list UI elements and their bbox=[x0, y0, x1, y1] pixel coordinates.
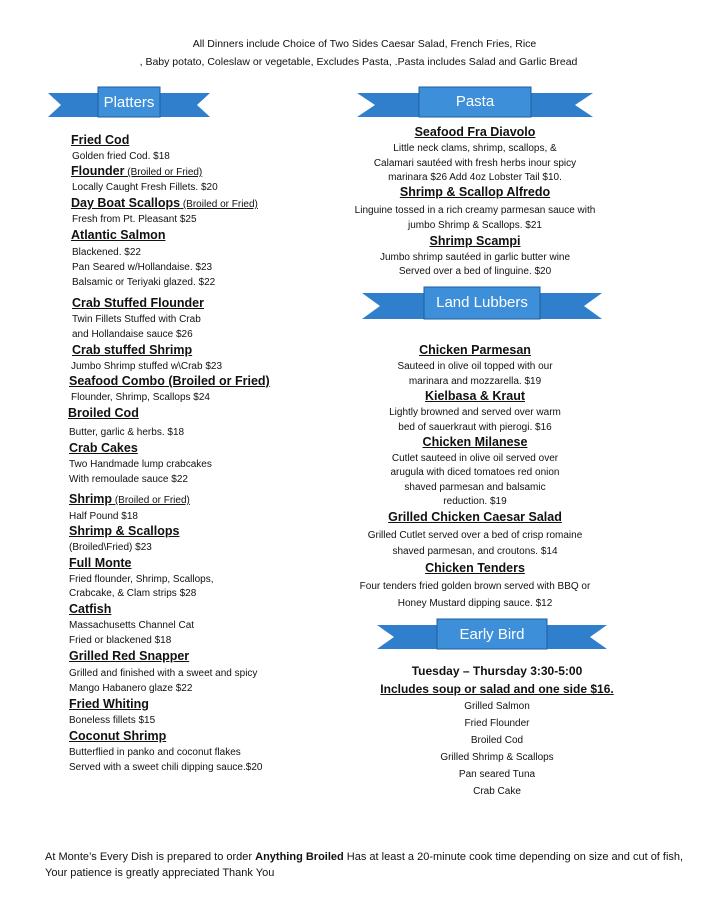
menu-item-name: Atlantic Salmon bbox=[71, 228, 166, 242]
menu-item-name bbox=[71, 164, 202, 180]
menu-item-desc: Golden fried Cod. $18 bbox=[72, 151, 170, 162]
menu-item-note: (Broiled or Fried) bbox=[124, 167, 203, 178]
early-bird-includes: Includes soup or salad and one side $16. bbox=[380, 682, 614, 696]
menu-item-desc: Honey Mustard dipping sauce. $12 bbox=[397, 598, 553, 609]
menu-item-desc: Lightly browned and served over warm bbox=[389, 407, 561, 418]
menu-item-desc: Mango Habanero glaze $22 bbox=[69, 683, 193, 694]
menu-item-desc: Twin Fillets Stuffed with Crab bbox=[72, 314, 201, 325]
menu-item-desc: Balsamic or Teriyaki glazed. $22 bbox=[72, 277, 216, 288]
menu-item-name: Crab Stuffed Flounder bbox=[72, 296, 204, 310]
menu-item-desc: Half Pound $18 bbox=[69, 511, 138, 522]
menu-item-desc: Served with a sweet chili dipping sauce.$20 bbox=[69, 762, 263, 773]
menu-item-title: Shrimp bbox=[69, 492, 113, 506]
menu-item-desc: Calamari sautéed with fresh herbs inour spicy bbox=[373, 158, 577, 169]
menu-item-title: Day Boat Scallops bbox=[71, 196, 181, 210]
menu-item-note: (Broiled or Fried) bbox=[180, 199, 258, 210]
menu-item-name: Chicken Parmesan bbox=[419, 343, 531, 357]
platters-section bbox=[68, 0, 348, 918]
menu-item-desc: Pan Seared w/Hollandaise. $23 bbox=[72, 262, 213, 273]
footer-bold: Anything Broiled bbox=[255, 851, 344, 863]
menu-item-name: Fried Whiting bbox=[69, 697, 149, 711]
menu-item-name: Shrimp & Scallops bbox=[69, 524, 180, 538]
early-bird-item: Crab Cake bbox=[473, 786, 521, 797]
menu-item-desc: Jumbo shrimp sautéed in garlic butter wine bbox=[379, 252, 571, 263]
menu-item-name: Chicken Milanese bbox=[422, 435, 528, 449]
menu-item-name: Kielbasa & Kraut bbox=[424, 389, 526, 403]
menu-item-desc: Two Handmade lump crabcakes bbox=[69, 459, 212, 470]
menu-item-desc: Blackened. $22 bbox=[72, 247, 141, 258]
menu-item-name: Shrimp Scampi bbox=[429, 234, 521, 248]
menu-item-desc: marinara and mozzarella. $19 bbox=[408, 376, 542, 387]
menu-item-title: Seafood Combo bbox=[69, 374, 165, 388]
menu-item-desc: Flounder, Shrimp, Scallops $24 bbox=[71, 392, 210, 403]
menu-item-desc: Butter, garlic & herbs. $18 bbox=[69, 427, 185, 438]
menu-item-desc: shaved parmesan and balsamic bbox=[404, 482, 546, 493]
early-bird-item: Pan seared Tuna bbox=[458, 769, 536, 780]
platters-banner-label: Platters bbox=[103, 93, 155, 111]
menu-item-desc: and Hollandaise sauce $26 bbox=[72, 329, 193, 340]
early-bird-banner-label: Early Bird bbox=[459, 625, 525, 643]
menu-item-desc: Linguine tossed in a rich creamy parmesan sauce with bbox=[354, 205, 596, 216]
menu-item-desc: Locally Caught Fresh Fillets. $20 bbox=[72, 182, 218, 193]
menu-item-note: (Broiled or Fried) bbox=[164, 374, 270, 388]
footer-text-1: At Monte’s Every Dish is prepared to order bbox=[45, 851, 256, 863]
menu-item-name: Shrimp & Scallop Alfredo bbox=[399, 185, 551, 199]
intro-line-2: , Baby potato, Coleslaw or vegetable, Excludes Pasta, .Pasta includes Salad and Garlic Bread bbox=[139, 56, 578, 68]
menu-item-desc: Sauteed in olive oil topped with our bbox=[397, 361, 553, 372]
early-bird-item: Grilled Salmon bbox=[464, 701, 530, 712]
menu-item-name: Fried Cod bbox=[71, 133, 130, 147]
menu-item-name: Crab Cakes bbox=[69, 441, 138, 455]
menu-item-name bbox=[69, 492, 190, 508]
menu-item-name bbox=[71, 196, 258, 212]
menu-item-desc: Four tenders fried golden brown served with BBQ or bbox=[359, 581, 591, 592]
menu-item-note: (Broiled or Fried) bbox=[112, 495, 190, 506]
menu-item-name: Broiled Cod bbox=[68, 406, 139, 420]
menu-item-desc: bed of sauerkraut with pierogi. $16 bbox=[398, 422, 552, 433]
early-bird-item: Broiled Cod bbox=[470, 735, 524, 746]
menu-item-name: Seafood Fra Diavolo bbox=[414, 125, 536, 139]
menu-item-desc: With remoulade sauce $22 bbox=[69, 474, 188, 485]
menu-item-name: Grilled Chicken Caesar Salad bbox=[388, 510, 562, 524]
menu-item-desc: Fried or blackened $18 bbox=[69, 635, 172, 646]
menu-item-name: Catfish bbox=[69, 602, 112, 616]
menu-item-desc: arugula with diced tomatoes red onion bbox=[390, 467, 560, 478]
menu-item-desc: Crabcake, & Clam strips $28 bbox=[69, 588, 197, 599]
menu-item-title: Flounder bbox=[71, 164, 125, 178]
early-bird-hours: Tuesday – Thursday 3:30-5:00 bbox=[411, 664, 583, 678]
intro-line-1: All Dinners include Choice of Two Sides Caesar Salad, French Fries, Rice bbox=[192, 38, 537, 50]
menu-item-desc: Served over a bed of linguine. $20 bbox=[398, 266, 552, 277]
menu-item-name: Grilled Red Snapper bbox=[69, 649, 190, 663]
menu-item-desc: reduction. $19 bbox=[443, 496, 507, 507]
menu-item-desc: Fresh from Pt. Pleasant $25 bbox=[72, 214, 197, 225]
menu-item-desc: jumbo Shrimp & Scallops. $21 bbox=[408, 220, 542, 231]
menu-item-desc: Boneless fillets $15 bbox=[69, 715, 156, 726]
menu-item-desc: shaved parmesan, and croutons. $14 bbox=[392, 546, 558, 557]
menu-item-desc: Cutlet sauteed in olive oil served over bbox=[391, 453, 559, 464]
menu-item-desc: Grilled and finished with a sweet and spicy bbox=[69, 668, 258, 679]
menu-item-name: Coconut Shrimp bbox=[69, 729, 167, 743]
menu-item-name: Chicken Tenders bbox=[425, 561, 525, 575]
menu-item-desc: Butterflied in panko and coconut flakes bbox=[69, 747, 241, 758]
early-bird-section bbox=[362, 0, 632, 820]
menu-item-desc: marinara $26 Add 4oz Lobster Tail $10. bbox=[388, 172, 562, 183]
menu-item-name: Crab stuffed Shrimp bbox=[72, 343, 193, 357]
menu-item-name bbox=[69, 374, 270, 389]
land-lubbers-banner-label: Land Lubbers bbox=[436, 293, 528, 311]
menu-item-desc: (Broiled\Fried) $23 bbox=[69, 542, 152, 553]
pasta-banner-label: Pasta bbox=[455, 92, 495, 110]
early-bird-item: Grilled Shrimp & Scallops bbox=[440, 752, 554, 763]
menu-item-desc: Little neck clams, shrimp, scallops, & bbox=[393, 143, 557, 154]
menu-item-name: Full Monte bbox=[69, 556, 132, 570]
menu-item-desc: Fried flounder, Shrimp, Scallops, bbox=[69, 574, 214, 585]
footer-text-2: Has at least a 20-minute cook time depending on size and cut of fish, Your patience is greatly appreciated Thank You bbox=[45, 851, 684, 879]
menu-item-desc: Jumbo Shrimp stuffed w\Crab $23 bbox=[71, 361, 223, 372]
menu-item-desc: Massachusetts Channel Cat bbox=[69, 620, 195, 631]
menu-item-desc: Grilled Cutlet served over a bed of crisp romaine bbox=[367, 530, 583, 541]
early-bird-item: Fried Flounder bbox=[464, 718, 530, 729]
footer-note bbox=[45, 849, 685, 881]
